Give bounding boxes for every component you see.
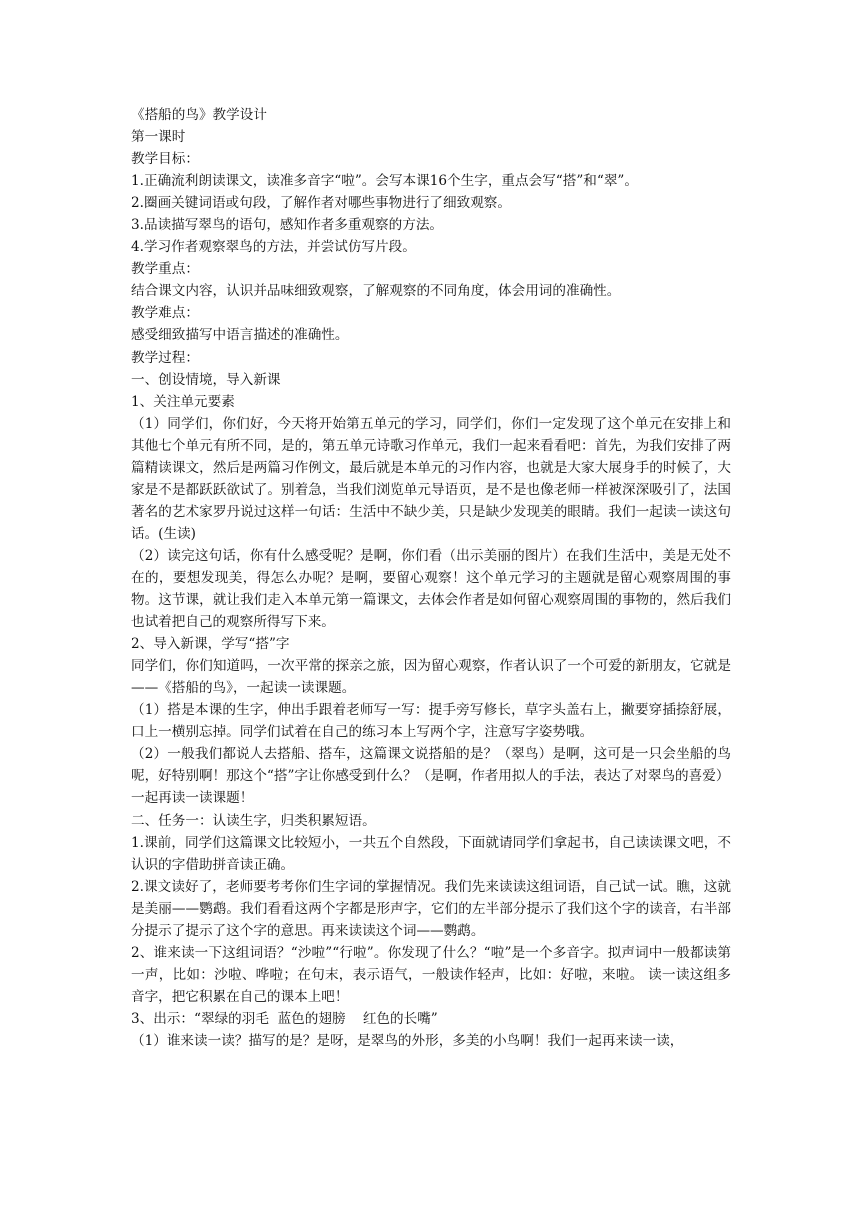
paragraph: 一起再读一读课题！ bbox=[131, 790, 254, 807]
paragraph: 同学们，你们知道吗，一次平常的探亲之旅，因为留心观察，作者认识了一个可爱的新朋友，它就是——《搭船的鸟》，一起读一读课题。 bbox=[131, 658, 731, 697]
paragraph: （2）一般我们都说人去搭船、搭车，这篇课文说搭船的是？（翠鸟）是啊，这可是一只会坐船的鸟呢，好特别啊！那这个“搭”字让你感受到什么？（是啊，作者用拟人的手法，表达了对翠鸟的喜爱） bbox=[131, 746, 731, 785]
paragraph: （1）搭是本课的生字，伸出手跟着老师写一写：提手旁写修长，草字头盖右上，撇要穿插捺舒展，口上一横别忘掉。同学们试着在自己的练习本上写两个字，注意写字姿势哦。 bbox=[131, 702, 731, 741]
subsection-heading: 3、出示：“翠绿的羽毛 蓝色的翅膀 红色的长嘴” bbox=[131, 1010, 438, 1027]
section-heading: 一、创设情境，导入新课 bbox=[131, 371, 281, 388]
goals-heading: 教学目标： bbox=[131, 151, 199, 168]
lesson-label: 第一课时 bbox=[131, 129, 186, 146]
paragraph: （1）谁来读一读？描写的是？是呀，是翠鸟的外形，多美的小鸟啊！我们一起再来读一读， bbox=[131, 1032, 684, 1049]
key-text: 结合课文内容，认识并品味细致观察，了解观察的不同角度，体会用词的准确性。 bbox=[131, 283, 621, 300]
document-page bbox=[131, 104, 731, 1052]
section-heading: 二、任务一：认读生字，归类积累短语。 bbox=[131, 812, 376, 829]
paragraph: （1）同学们，你们好，今天将开始第五单元的学习，同学们，你们一定发现了这个单元在安排上和其他七个单元有所不同，是的，第五单元诗歌习作单元，我们一起来看看吧：首先，为我们安排了两篇精读课文，然后是两篇习作例文，最后就是本单元的习作内容，也就是大家大展身手的时候了，大家是不是都跃跃欲试了。别着急，当我们浏览单元导语页，是不是也像老师一样被深深吸引了，法国著名的艺术家罗丹说过这样一句话：生活中不缺少美，只是缺少发现美的眼睛。我们一起读一读这句话。(生读) bbox=[131, 415, 731, 542]
paragraph: 1.课前，同学们这篇课文比较短小，一共五个自然段，下面就请同学们拿起书，自己读读课文吧，不认识的字借助拼音读正确。 bbox=[131, 834, 731, 873]
key-heading: 教学重点： bbox=[131, 261, 199, 278]
document-title: 《搭船的鸟》教学设计 bbox=[131, 107, 267, 123]
paragraph: 2、谁来读一下这组词语？“沙啦”“行啦”。你发现了什么？“啦”是一个多音字。拟声词中一般都读第一声，比如：沙啦、哗啦；在句末，表示语气，一般读作轻声，比如：好啦，来啦。 读一读这组多音字，把它积累在自己的课本上吧！ bbox=[131, 944, 731, 1005]
paragraph: （2）读完这句话，你有什么感受呢？是啊，你们看（出示美丽的图片）在我们生活中，美是无处不在的，要想发现美，得怎么办呢？是啊，要留心观察！这个单元学习的主题就是留心观察周围的事物。这节课，就让我们走入本单元第一篇课文，去体会作者是如何留心观察周围的事物的，然后我们也试着把自己的观察所得写下来。 bbox=[131, 547, 731, 631]
goal-item: 4.学习作者观察翠鸟的方法，并尝试仿写片段。 bbox=[131, 239, 416, 256]
goal-item: 3.品读描写翠鸟的语句，感知作者多重观察的方法。 bbox=[131, 217, 444, 234]
difficulty-text: 感受细致描写中语言描述的准确性。 bbox=[131, 327, 349, 344]
process-heading: 教学过程： bbox=[131, 349, 199, 366]
subsection-heading: 2、导入新课，学写“搭”字 bbox=[131, 636, 290, 653]
difficulty-heading: 教学难点： bbox=[131, 305, 199, 322]
goal-item: 2.圈画关键词语或句段，了解作者对哪些事物进行了细致观察。 bbox=[131, 195, 511, 212]
goal-item: 1.正确流利朗读课文，读准多音字“啦”。会写本课16个生字，重点会写“搭”和“翠”。 bbox=[131, 173, 638, 190]
subsection-heading: 1、关注单元要素 bbox=[131, 393, 235, 410]
paragraph: 2.课文读好了，老师要考考你们生字词的掌握情况。我们先来读读这组词语，自己试一试。瞧，这就是美丽——鹦鹉。我们看看这两个字都是形声字，它们的左半部分提示了我们这个字的读音，右半部分提示了提示了这个字的意思。再来读读这个词——鹦鹉。 bbox=[131, 878, 731, 939]
